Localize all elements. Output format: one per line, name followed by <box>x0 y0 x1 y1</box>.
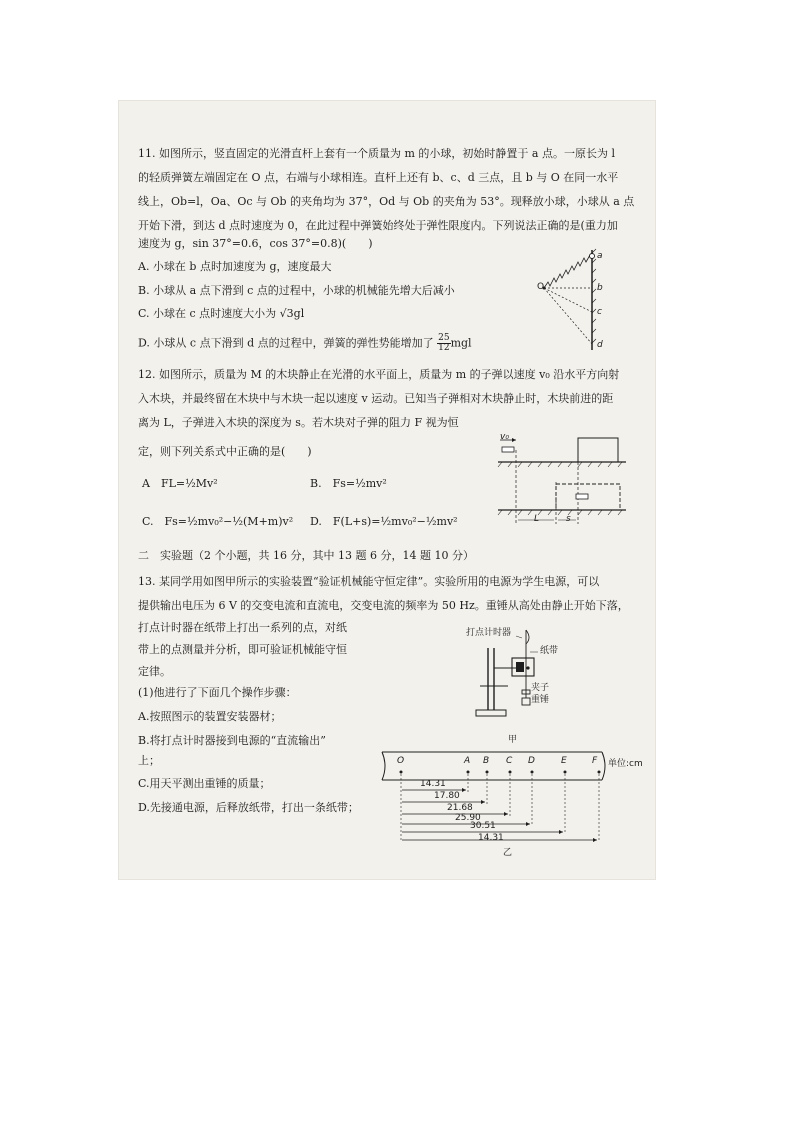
q12-figure <box>488 432 628 532</box>
q12-option-a: A FL=½Mv² <box>142 477 218 490</box>
q13-label-timer: 打点计时器 <box>466 628 512 638</box>
q12-option-c: C. Fs=½mv₀²−½(M+m)v² <box>142 515 294 528</box>
q13-unit: 单位:cm <box>608 759 643 769</box>
q13-distance-e: 30.51 <box>470 821 496 831</box>
q11-line-5: 速度为 g，sin 37°=0.6，cos 37°=0.8)( ) <box>138 237 373 250</box>
q13-point-a: A <box>464 756 471 766</box>
q13-line-11: D.先接通电源，后释放纸带，打出一条纸带； <box>138 801 359 814</box>
q13-point-o: O <box>397 756 405 766</box>
q12-line-3: 离为 L，子弹进入木块的深度为 s。若木块对子弹的阻力 F 视为恒 <box>138 416 459 429</box>
q13-label-weight: 重锤 <box>531 695 550 705</box>
section-2-heading: 二 实验题（2 个小题，共 16 分，其中 13 题 6 分，14 题 10 分） <box>138 549 474 562</box>
q13-label-tape: 纸带 <box>540 646 559 656</box>
q12-option-d: D. F(L+s)=½mv₀²−½mv² <box>310 515 458 528</box>
q11-fig-label-c: c <box>597 307 602 317</box>
q11-fig-label-b: b <box>597 283 603 293</box>
q12-fig-label-l: L <box>534 514 540 524</box>
q11-line-4: 开始下滑，到达 d 点时速度为 0，在此过程中弹簧始终处于弹性限度内。下列说法正确的是(重力加 <box>138 219 618 232</box>
q11-fig-label-o: O <box>537 282 545 292</box>
q13-line-7: A.按照图示的装置安装器材； <box>138 710 282 723</box>
q11-option-d-tail: mgl <box>450 336 472 350</box>
q11-line-2: 的轻质弹簧左端固定在 O 点，右端与小球相连。直杆上还有 b、c、d 三点，且 b 与 O 在同一水平 <box>138 171 619 184</box>
q13-caption-yi: 乙 <box>503 848 513 858</box>
q13-line-3: 打点计时器在纸带上打出一系列的点，对纸 <box>138 621 347 634</box>
q11-fig-label-a: a <box>597 251 603 261</box>
q13-line-9: 上； <box>138 754 160 767</box>
q11-option-b: B. 小球从 a 点下滑到 c 点的过程中，小球的机械能先增大后减小 <box>138 284 455 297</box>
q11-line-1: 11. 如图所示，竖直固定的光滑直杆上套有一个质量为 m 的小球，初始时静置于 a 点。一原长为 l <box>138 147 615 160</box>
q11-option-d <box>138 334 472 353</box>
q13-line-6: (1)他进行了下面几个操作步骤： <box>138 686 297 699</box>
q13-point-b: B <box>483 756 490 766</box>
q13-point-c: C <box>506 756 513 766</box>
q13-line-8: B.将打点计时器接到电源的“直流输出” <box>138 734 326 747</box>
q13-point-e: E <box>561 756 567 766</box>
q13-line-2: 提供输出电压为 6 V 的交变电流和直流电，交变电流的频率为 50 Hz。重锤从高处由静止开始下落， <box>138 599 629 612</box>
q13-line-10: C.用天平测出重锤的质量； <box>138 777 271 790</box>
q11-fig-label-d: d <box>597 340 603 350</box>
q13-figure-jia <box>468 628 578 720</box>
q13-point-f: F <box>592 756 598 766</box>
q13-distance-d: 25.90 <box>455 813 481 823</box>
q13-line-4: 带上的点测量并分析，即可验证机械能守恒 <box>138 643 347 656</box>
q12-fig-label-s: s <box>566 514 571 524</box>
q13-point-d: D <box>528 756 535 766</box>
q11-option-d-text: D. 小球从 c 点下滑到 d 点的过程中，弹簧的弹性势能增加了 <box>138 336 434 350</box>
q13-distance-c: 21.68 <box>447 803 473 813</box>
q12-fig-label-v0: v₀ <box>500 432 509 442</box>
q13-line-5: 定律。 <box>138 665 171 678</box>
q13-distance-b: 17.80 <box>434 791 460 801</box>
q11-frac-num: 25 <box>438 333 450 343</box>
q12-line-1: 12. 如图所示，质量为 M 的木块静止在光滑的水平面上，质量为 m 的子弹以速度 v₀ 沿水平方向射 <box>138 368 620 381</box>
q11-option-d-fraction <box>437 334 450 353</box>
q11-line-3: 线上，Ob=l，Oa、Oc 与 Ob 的夹角均为 37°，Od 与 Ob 的夹角为 53°。现释放小球，小球从 a 点 <box>138 195 635 208</box>
q12-line-2: 入木块，并最终留在木块中与木块一起以速度 v 运动。已知当子弹相对木块静止时，木块前进的距 <box>138 392 614 405</box>
q13-distance-f: 14.31 <box>478 833 504 843</box>
q11-frac-den: 12 <box>438 343 450 353</box>
q12-option-b: B. Fs=½mv² <box>310 477 387 490</box>
q11-option-a: A. 小球在 b 点时加速度为 g，速度最大 <box>138 260 332 273</box>
q12-line-4: 定，则下列关系式中正确的是( ) <box>138 445 312 458</box>
q11-option-c: C. 小球在 c 点时速度大小为 √3gl <box>138 307 305 320</box>
q13-distance-a: 14.31 <box>420 779 446 789</box>
q13-caption-jia: 甲 <box>508 735 518 745</box>
q13-line-1: 13. 某同学用如图甲所示的实验装置“验证机械能守恒定律”。实验所用的电源为学生电源，可以 <box>138 575 600 588</box>
q13-label-clip: 夹子 <box>531 683 550 693</box>
